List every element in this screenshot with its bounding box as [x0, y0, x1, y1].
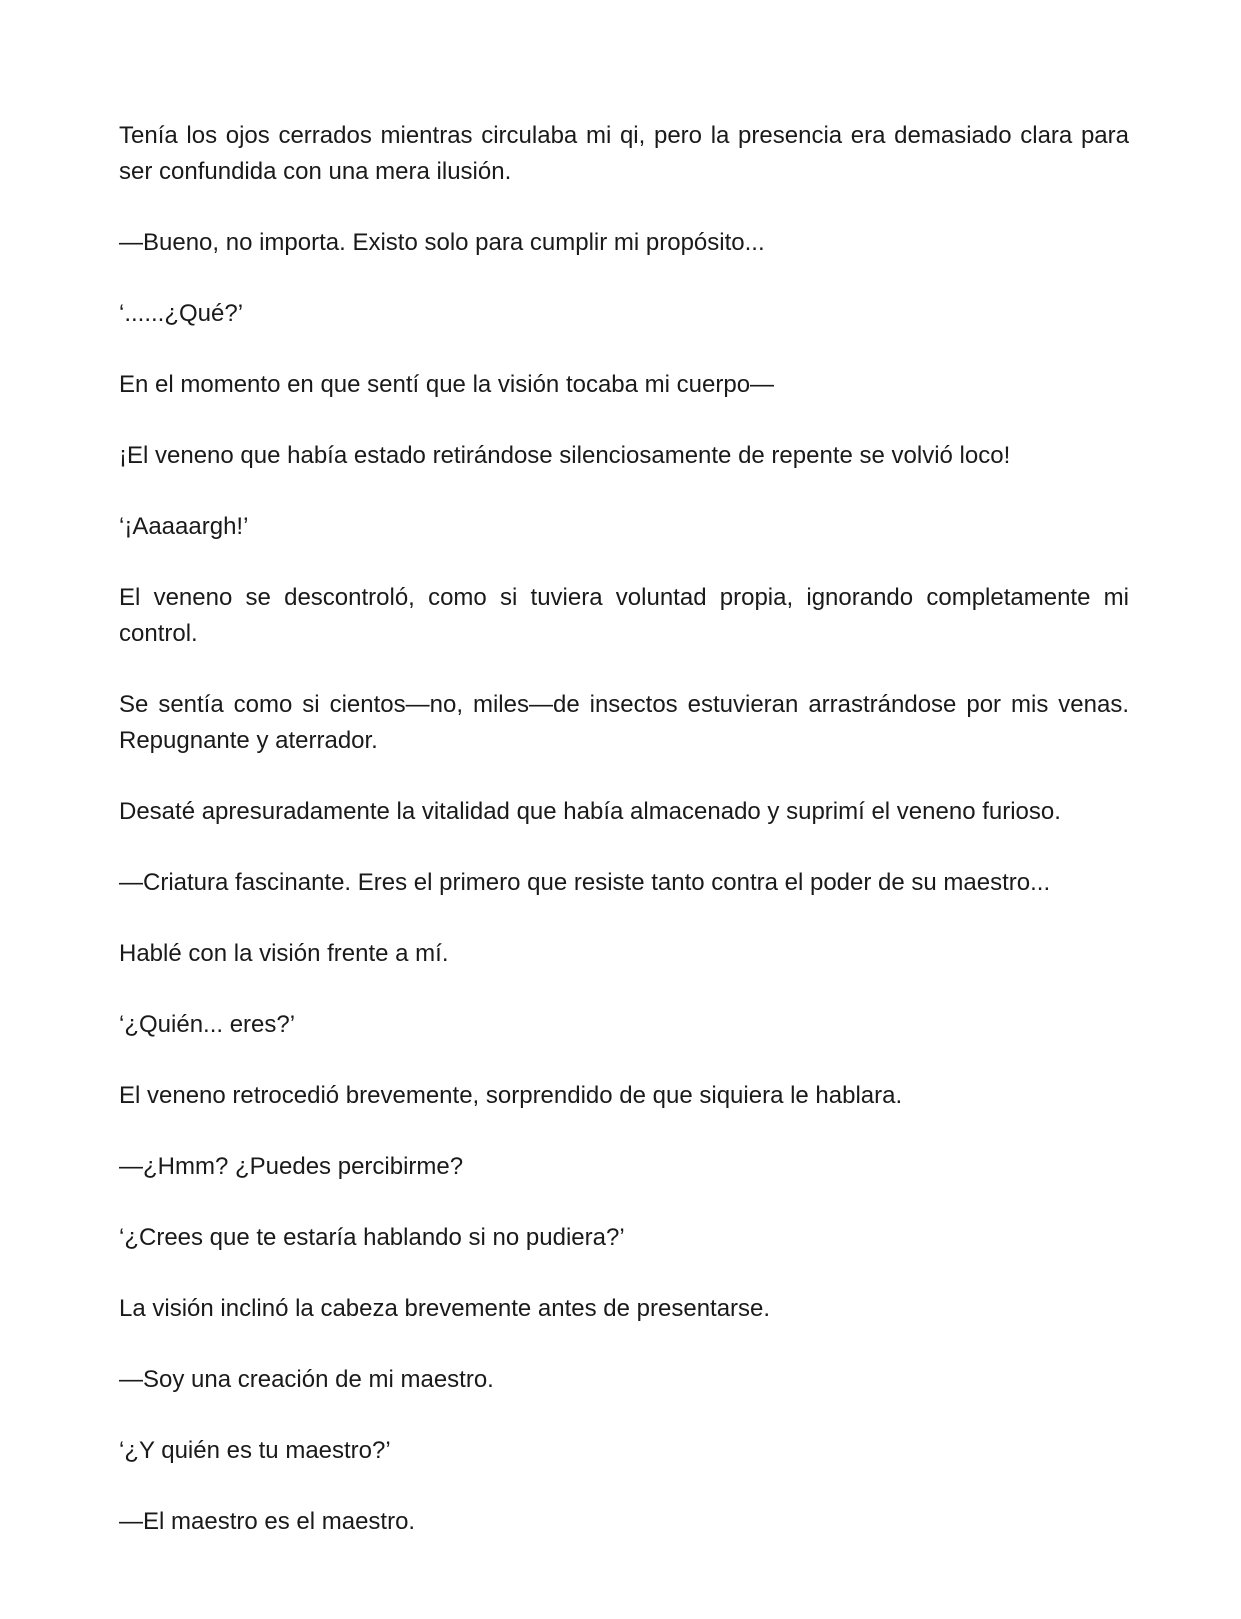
paragraph: ‘¿Y quién es tu maestro?’ [119, 1437, 391, 1464]
paragraph: —Criatura fascinante. Eres el primero que resiste tanto contra el poder de su maestro... [119, 869, 1051, 896]
paragraph: ‘¿Crees que te estaría hablando si no pudiera?’ [119, 1224, 625, 1251]
document-body [119, 118, 1129, 1575]
paragraph: Hablé con la visión frente a mí. [119, 940, 449, 967]
paragraph: Se sentía como si cientos—no, miles—de insectos estuvieran arrastrándose por mis venas. Repugnante y aterrador. [119, 691, 1129, 754]
paragraph: El veneno se descontroló, como si tuviera voluntad propia, ignorando completamente mi control. [119, 584, 1129, 647]
paragraph: ‘......¿Qué?’ [119, 300, 244, 327]
paragraph: Desaté apresuradamente la vitalidad que había almacenado y suprimí el veneno furioso. [119, 798, 1061, 825]
paragraph: —Soy una creación de mi maestro. [119, 1366, 494, 1393]
paragraph: —Bueno, no importa. Existo solo para cumplir mi propósito... [119, 229, 765, 256]
paragraph: En el momento en que sentí que la visión tocaba mi cuerpo— [119, 371, 775, 398]
paragraph: —El maestro es el maestro. [119, 1508, 416, 1535]
paragraph: ‘¿Quién... eres?’ [119, 1011, 296, 1038]
paragraph: Tenía los ojos cerrados mientras circulaba mi qi, pero la presencia era demasiado clara para ser confundida con una mera ilusión. [119, 122, 1129, 185]
paragraph: ¡El veneno que había estado retirándose silenciosamente de repente se volvió loco! [119, 442, 1011, 469]
paragraph: —¿Hmm? ¿Puedes percibirme? [119, 1153, 464, 1180]
paragraph: ‘¡Aaaaargh!’ [119, 513, 249, 540]
paragraph: El veneno retrocedió brevemente, sorprendido de que siquiera le hablara. [119, 1082, 903, 1109]
paragraph: La visión inclinó la cabeza brevemente antes de presentarse. [119, 1295, 771, 1322]
